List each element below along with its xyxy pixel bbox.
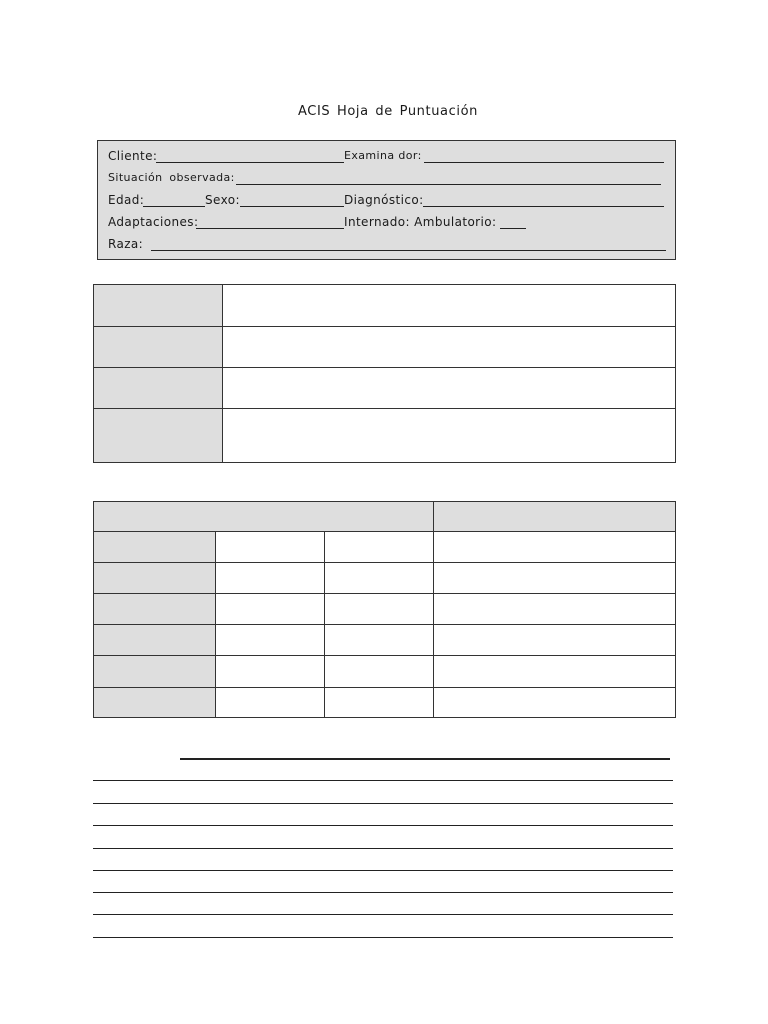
adaptaciones-field[interactable] [196, 228, 344, 229]
comment-cell[interactable] [433, 655, 676, 688]
row-label-cell [94, 285, 222, 327]
raza-label: Raza: [108, 237, 144, 251]
notes-line[interactable] [93, 825, 673, 826]
row-label-cell [94, 409, 222, 462]
table-row [93, 367, 676, 409]
notes-line[interactable] [93, 848, 673, 849]
sexo-field[interactable] [240, 206, 344, 207]
comment-cell[interactable] [433, 624, 676, 656]
table-row [93, 326, 676, 368]
internado-label: Internado: Ambulatorio: [344, 215, 497, 229]
notes-line[interactable] [93, 937, 673, 938]
score-cell[interactable] [215, 593, 325, 625]
notes-line[interactable] [93, 803, 673, 804]
score-row-label [93, 655, 216, 688]
client-info-box [97, 140, 676, 260]
score-row-label [93, 624, 216, 656]
notes-line[interactable] [93, 780, 673, 781]
score-row-label [93, 687, 216, 718]
row-label-cell [94, 327, 222, 368]
notes-line[interactable] [93, 914, 673, 915]
edad-field[interactable] [143, 206, 205, 207]
cliente-label: Cliente: [108, 149, 158, 163]
table-row [93, 408, 676, 463]
row-label-cell [94, 368, 222, 409]
score-row-label [93, 562, 216, 594]
score-cell[interactable] [215, 624, 325, 656]
situacion-label: Situación observada: [108, 171, 235, 184]
header-cell-left [93, 501, 434, 532]
adaptaciones-label: Adaptaciones: [108, 215, 199, 229]
diagnostico-field[interactable] [423, 206, 664, 207]
score-cell[interactable] [324, 562, 434, 594]
score-cell[interactable] [215, 655, 325, 688]
score-cell[interactable] [215, 562, 325, 594]
score-cell[interactable] [215, 531, 325, 563]
comment-cell[interactable] [433, 593, 676, 625]
row-value-cell[interactable] [222, 327, 675, 368]
score-cell[interactable] [324, 687, 434, 718]
raza-field[interactable] [151, 250, 666, 251]
cliente-field[interactable] [156, 162, 344, 163]
row-value-cell[interactable] [222, 368, 675, 409]
score-row-label [93, 593, 216, 625]
header-cell-right [433, 501, 676, 532]
score-cell[interactable] [324, 531, 434, 563]
examinador-label: Examina dor: [344, 149, 422, 162]
notes-line[interactable] [93, 870, 673, 871]
score-cell[interactable] [324, 655, 434, 688]
situacion-field[interactable] [236, 184, 661, 185]
ambulatorio-field[interactable] [500, 228, 526, 229]
row-value-cell[interactable] [222, 409, 675, 462]
sexo-label: Sexo: [205, 193, 240, 207]
diagnostico-label: Diagnóstico: [344, 193, 424, 207]
row-value-cell[interactable] [222, 285, 675, 327]
score-cell[interactable] [215, 687, 325, 718]
examinador-field[interactable] [424, 162, 664, 163]
notes-line[interactable] [93, 892, 673, 893]
page-title: ACIS Hoja de Puntuación [298, 104, 478, 119]
table-row [93, 284, 676, 327]
comment-cell[interactable] [433, 687, 676, 718]
edad-label: Edad: [108, 193, 145, 207]
comment-cell[interactable] [433, 531, 676, 563]
score-cell[interactable] [324, 593, 434, 625]
score-cell[interactable] [324, 624, 434, 656]
score-row-label [93, 531, 216, 563]
scoring-table [93, 501, 676, 718]
notes-heading-line[interactable] [180, 758, 670, 760]
comment-cell[interactable] [433, 562, 676, 594]
